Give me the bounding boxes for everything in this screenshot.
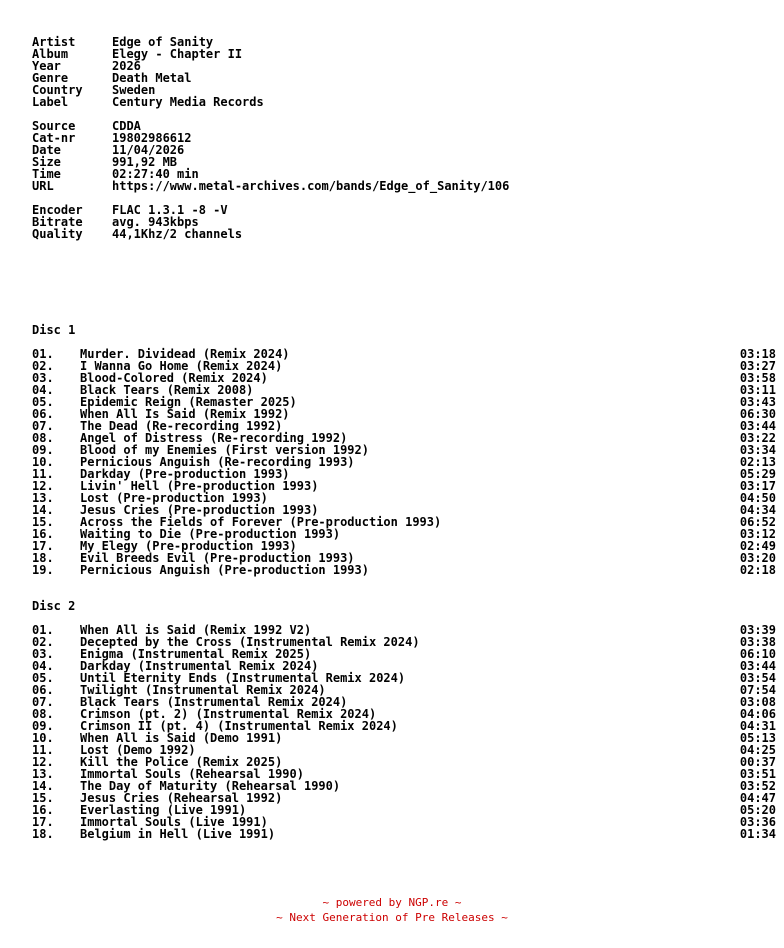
- track-duration: 03:11: [739, 383, 776, 397]
- info-key: Label: [32, 95, 69, 109]
- track-number: 17.: [32, 815, 54, 829]
- info-value: 2026: [112, 59, 141, 73]
- track-number: 11.: [32, 467, 54, 481]
- track-title: My Elegy (Pre-production 1993): [80, 539, 297, 553]
- track-number: 02.: [32, 359, 54, 373]
- track-title: Kill the Police (Remix 2025): [80, 755, 283, 769]
- track-duration: 04:25: [739, 743, 776, 757]
- track-duration: 04:31: [739, 719, 776, 733]
- track-title: Evil Breeds Evil (Pre-production 1993): [80, 551, 355, 565]
- info-value: CDDA: [112, 119, 141, 133]
- info-value: avg. 943kbps: [112, 215, 199, 229]
- info-key: Source: [32, 119, 76, 133]
- track-duration: 03:12: [739, 527, 776, 541]
- track-title: Pernicious Anguish (Pre-production 1993): [80, 563, 369, 577]
- track-duration: 06:52: [739, 515, 776, 529]
- track-title: Angel of Distress (Re-recording 1992): [80, 431, 348, 445]
- info-key: Country: [32, 83, 83, 97]
- track-duration: 06:30: [739, 407, 776, 421]
- track-number: 12.: [32, 479, 54, 493]
- track-duration: 03:39: [739, 623, 776, 637]
- track-number: 15.: [32, 791, 54, 805]
- track-duration: 07:54: [739, 683, 776, 697]
- track-title: Enigma (Instrumental Remix 2025): [80, 647, 312, 661]
- track-duration: 04:06: [739, 707, 776, 721]
- track-title: When All is Said (Demo 1991): [80, 731, 283, 745]
- info-key: Size: [32, 155, 61, 169]
- track-duration: 03:36: [739, 815, 776, 829]
- track-number: 09.: [32, 443, 54, 457]
- track-duration: 03:27: [739, 359, 776, 373]
- track-title: Twilight (Instrumental Remix 2024): [80, 683, 326, 697]
- track-title: Darkday (Pre-production 1993): [80, 467, 290, 481]
- track-duration: 03:38: [739, 635, 776, 649]
- track-duration: 03:43: [739, 395, 776, 409]
- track-duration: 02:13: [739, 455, 776, 469]
- track-duration: 03:17: [739, 479, 776, 493]
- track-row: [32, 564, 776, 576]
- footer-tagline: ~ Next Generation of Pre Releases ~: [276, 911, 508, 924]
- info-value: Edge of Sanity: [112, 35, 214, 49]
- track-number: 01.: [32, 347, 54, 361]
- track-number: 07.: [32, 695, 54, 709]
- track-title: Black Tears (Remix 2008): [80, 383, 254, 397]
- track-number: 15.: [32, 515, 54, 529]
- info-value: Sweden: [112, 83, 156, 97]
- track-duration: 04:50: [739, 491, 776, 505]
- info-value: 44,1Khz/2 channels: [112, 227, 243, 241]
- info-value: Century Media Records: [112, 95, 264, 109]
- track-number: 12.: [32, 755, 54, 769]
- track-number: 10.: [32, 455, 54, 469]
- disc-heading: Disc 2: [32, 599, 76, 613]
- track-duration: 03:34: [739, 443, 776, 457]
- info-value: Elegy - Chapter II: [112, 47, 243, 61]
- track-title: Across the Fields of Forever (Pre-production 1993): [80, 515, 442, 529]
- track-number: 19.: [32, 563, 54, 577]
- track-duration: 02:49: [739, 539, 776, 553]
- track-title: Epidemic Reign (Remaster 2025): [80, 395, 297, 409]
- info-key: Bitrate: [32, 215, 83, 229]
- track-title: Pernicious Anguish (Re-recording 1993): [80, 455, 355, 469]
- info-key: URL: [32, 179, 54, 193]
- track-number: 03.: [32, 647, 54, 661]
- track-title: Lost (Pre-production 1993): [80, 491, 268, 505]
- track-number: 09.: [32, 719, 54, 733]
- track-number: 13.: [32, 767, 54, 781]
- track-title: Livin' Hell (Pre-production 1993): [80, 479, 319, 493]
- track-title: Blood of my Enemies (First version 1992): [80, 443, 369, 457]
- track-title: Immortal Souls (Rehearsal 1990): [80, 767, 304, 781]
- track-number: 06.: [32, 407, 54, 421]
- track-number: 08.: [32, 431, 54, 445]
- track-duration: 05:20: [739, 803, 776, 817]
- track-duration: 05:29: [739, 467, 776, 481]
- info-value: 11/04/2026: [112, 143, 185, 157]
- info-row-url: [32, 180, 509, 192]
- info-key: Encoder: [32, 203, 83, 217]
- info-value: Death Metal: [112, 71, 192, 85]
- track-title: When All Is Said (Remix 1992): [80, 407, 290, 421]
- track-title: When All is Said (Remix 1992 V2): [80, 623, 312, 637]
- track-number: 07.: [32, 419, 54, 433]
- info-key: Artist: [32, 35, 76, 49]
- track-title: Crimson (pt. 2) (Instrumental Remix 2024): [80, 707, 377, 721]
- track-duration: 03:08: [739, 695, 776, 709]
- track-number: 05.: [32, 671, 54, 685]
- track-duration: 03:18: [739, 347, 776, 361]
- track-title: Jesus Cries (Rehearsal 1992): [80, 791, 283, 805]
- info-key: Quality: [32, 227, 83, 241]
- track-title: Belgium in Hell (Live 1991): [80, 827, 276, 841]
- info-key: Date: [32, 143, 61, 157]
- track-number: 03.: [32, 371, 54, 385]
- info-value: 02:27:40 min: [112, 167, 199, 181]
- track-title: Darkday (Instrumental Remix 2024): [80, 659, 319, 673]
- track-duration: 03:20: [739, 551, 776, 565]
- track-number: 06.: [32, 683, 54, 697]
- track-title: Black Tears (Instrumental Remix 2024): [80, 695, 348, 709]
- track-duration: 03:44: [739, 419, 776, 433]
- track-title: I Wanna Go Home (Remix 2024): [80, 359, 283, 373]
- track-number: 18.: [32, 827, 54, 841]
- footer-powered-by: ~ powered by NGP.re ~: [322, 896, 462, 909]
- disc-heading: Disc 1: [32, 323, 76, 337]
- track-number: 18.: [32, 551, 54, 565]
- info-key: Cat-nr: [32, 131, 76, 145]
- info-row-quality: [32, 228, 242, 240]
- track-row: [32, 828, 776, 840]
- track-number: 16.: [32, 803, 54, 817]
- track-duration: 03:52: [739, 779, 776, 793]
- track-duration: 00:37: [739, 755, 776, 769]
- track-number: 04.: [32, 383, 54, 397]
- track-title: Lost (Demo 1992): [80, 743, 196, 757]
- track-number: 16.: [32, 527, 54, 541]
- track-duration: 06:10: [739, 647, 776, 661]
- info-value: 991,92 MB: [112, 155, 178, 169]
- track-number: 02.: [32, 635, 54, 649]
- track-duration: 03:54: [739, 671, 776, 685]
- info-value: FLAC 1.3.1 -8 -V: [112, 203, 228, 217]
- track-duration: 03:22: [739, 431, 776, 445]
- track-number: 08.: [32, 707, 54, 721]
- track-title: Crimson II (pt. 4) (Instrumental Remix 2024): [80, 719, 398, 733]
- track-number: 14.: [32, 779, 54, 793]
- track-title: Decepted by the Cross (Instrumental Remix 2024): [80, 635, 420, 649]
- track-title: Immortal Souls (Live 1991): [80, 815, 268, 829]
- info-value: 19802986612: [112, 131, 192, 145]
- track-number: 13.: [32, 491, 54, 505]
- track-duration: 03:58: [739, 371, 776, 385]
- track-duration: 04:34: [739, 503, 776, 517]
- info-key: Time: [32, 167, 61, 181]
- track-number: 01.: [32, 623, 54, 637]
- info-value: https://www.metal-archives.com/bands/Edge_of_Sanity/106: [112, 179, 510, 193]
- info-key: Year: [32, 59, 61, 73]
- track-duration: 02:18: [739, 563, 776, 577]
- track-title: Until Eternity Ends (Instrumental Remix 2024): [80, 671, 406, 685]
- info-key: Album: [32, 47, 69, 61]
- info-row-label: [32, 96, 264, 108]
- track-duration: 05:13: [739, 731, 776, 745]
- track-title: Jesus Cries (Pre-production 1993): [80, 503, 319, 517]
- track-number: 14.: [32, 503, 54, 517]
- info-key: Genre: [32, 71, 69, 85]
- track-title: Everlasting (Live 1991): [80, 803, 247, 817]
- track-title: The Day of Maturity (Rehearsal 1990): [80, 779, 341, 793]
- track-duration: 03:44: [739, 659, 776, 673]
- track-title: Waiting to Die (Pre-production 1993): [80, 527, 341, 541]
- track-number: 17.: [32, 539, 54, 553]
- track-number: 10.: [32, 731, 54, 745]
- track-duration: 04:47: [739, 791, 776, 805]
- track-duration: 03:51: [739, 767, 776, 781]
- track-number: 04.: [32, 659, 54, 673]
- track-title: Blood-Colored (Remix 2024): [80, 371, 268, 385]
- track-title: The Dead (Re-recording 1992): [80, 419, 283, 433]
- track-title: Murder. Dividead (Remix 2024): [80, 347, 290, 361]
- track-number: 11.: [32, 743, 54, 757]
- track-duration: 01:34: [739, 827, 776, 841]
- track-number: 05.: [32, 395, 54, 409]
